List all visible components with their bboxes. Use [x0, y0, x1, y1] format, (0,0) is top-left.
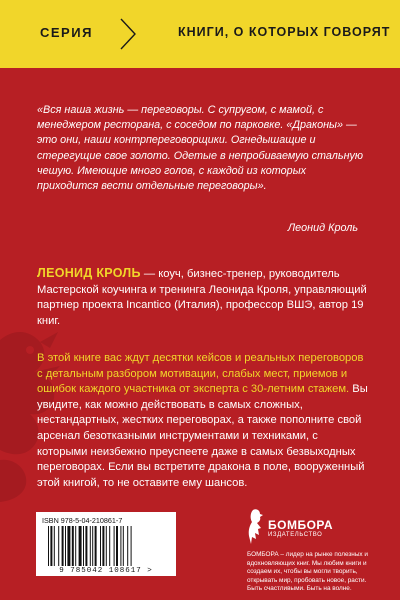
author-bio — [37, 266, 367, 329]
series-name: КНИГИ, О КОТОРЫХ ГОВОРЯТ — [178, 25, 391, 39]
series-label: СЕРИЯ — [40, 25, 93, 40]
chevron-right-icon — [118, 17, 138, 51]
quote-text: «Вся наша жизнь — переговоры. С супругом, с мамой, с менеджером ресторана, с соседом по парковке. «Драконы» — это они, наши контрпереговорщики. Огнедышащие и стерегущие свое золото. Одетые в непробиваемую стальную чешую. Имеющие много голов, с каждой из которых приходится вести отдельные переговоры». — [37, 104, 364, 193]
author-bio-text: — коуч, бизнес-тренер, руководитель Мастерской коучинга и тренинга Леонида Кроля, управляющий партнер проекта Incantico (Италия), профессор ВШЭ, автор 19 книг. — [37, 268, 367, 327]
barcode-bars — [46, 526, 166, 566]
barcode-digits: 9 785042 108617 > — [59, 567, 153, 575]
publisher-name: БОМБОРА — [268, 518, 334, 532]
description-text: Вы увидите, как можно действовать в самых сложных, нестандартных, жестких переговорах, а также пополните свой арсенал безотказными инструментами и техниками, с которыми неизбежно преуспеете даже в самых безвыходных переговорах. Если вы встретите дракона в поле, вооруженный этой книгой, то не оставите ему шансов. — [37, 383, 368, 489]
publisher-subtitle: ИЗДАТЕЛЬСТВО — [268, 532, 323, 538]
isbn-label: ISBN 978-5-04-210861-7 — [42, 516, 123, 525]
book-description — [37, 351, 369, 491]
quote-author: Леонид Кроль — [287, 222, 358, 234]
author-name: ЛЕОНИД КРОЛЬ — [37, 266, 141, 280]
bombora-logo-icon — [247, 508, 267, 546]
barcode — [36, 512, 176, 576]
publisher-tagline: БОМБОРА – лидер на рынке полезных и вдохновляющих книг. Мы любим книги и создаем их, чтобы вы могли творить, открывать мир, пробовать новое, расти. Быть счастливыми. Быть на волне. — [247, 551, 368, 593]
description-highlight: В этой книге вас ждут десятки кейсов и реальных переговоров с детальным разбором мотивации, слабых мест, приемов и ошибок каждого участника от эксперта с 30-летним стажем. — [37, 352, 364, 396]
series-header — [0, 0, 400, 68]
